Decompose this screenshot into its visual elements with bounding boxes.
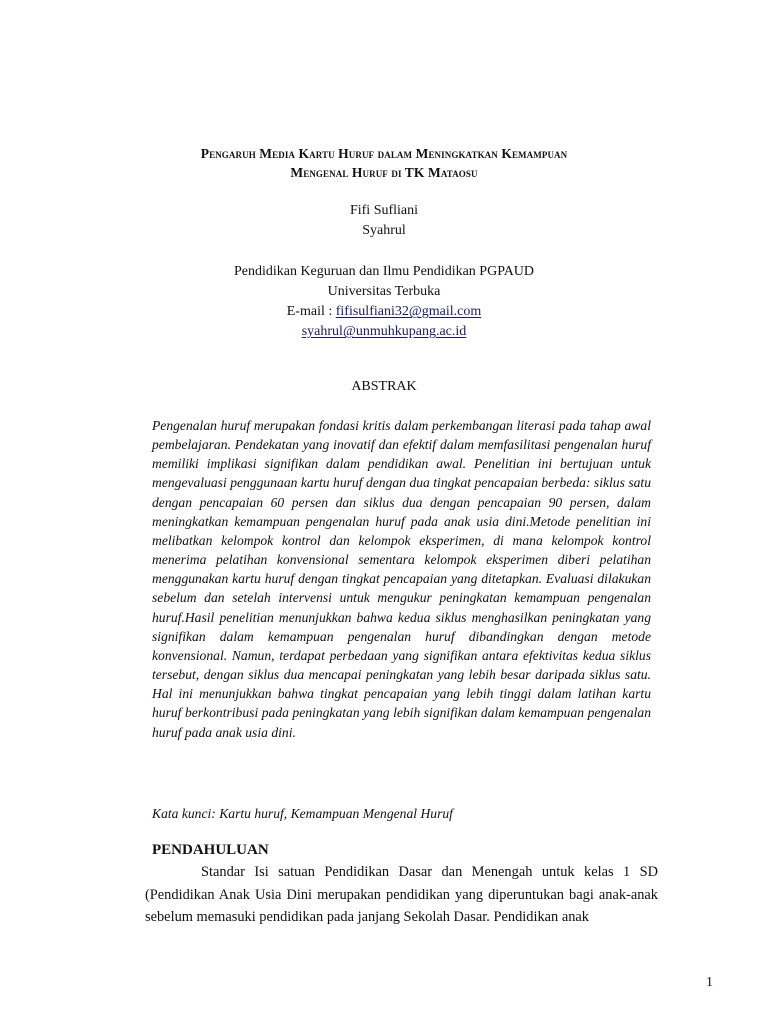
email-line-2: [0, 322, 768, 342]
page-number: 1: [706, 975, 713, 990]
paper-title: [0, 144, 768, 182]
email-link-1[interactable]: fifisulfiani32@gmail.com: [335, 304, 482, 319]
email-label: E-mail :: [286, 304, 336, 319]
section-heading-introduction: PENDAHULUAN: [152, 842, 269, 858]
abstract-text: Pengenalan huruf merupakan fondasi kritis dalam perkembangan literasi pada tahap awal pembelajaran. Pendekatan yang inovatif dan efektif dalam memfasilitasi pengenalan huruf memiliki implikasi signifikan dalam pendidikan awal. Penelitian ini bertujuan untuk mengevaluasi penggunaan kartu huruf dengan dua tingkat pencapaian berbeda: siklus satu dengan pencapaian 60 persen dan siklus dua dengan pencapaian 90 persen, dalam meningkatkan kemampuan pengenalan huruf pada anak usia dini.Metode penelitian ini melibatkan kelompok kontrol dan kelompok eksperimen, di mana kelompok kontrol menerima pelatihan konvensional sementara kelompok eksperimen diberi pelatihan menggunakan kartu huruf dengan tingkat pencapaian yang ditetapkan. Evaluasi dilakukan sebelum dan setelah intervensi untuk mengukur peningkatan kemampuan pengenalan huruf.Hasil penelitian menunjukkan bahwa kedua siklus menghasilkan peningkatan yang signifikan dalam kemampuan pengenalan huruf dibandingkan dengan metode konvensional. Namun, terdapat perbedaan yang signifikan antara efektivitas kedua siklus tersebut, dengan siklus dua mencapai peningkatan yang lebih besar daripada siklus satu. Hal ini menunjukkan bahwa tingkat pencapaian yang lebih tinggi dalam latihan kartu huruf berkontribusi pada peningkatan yang lebih signifikan dalam kemampuan pengenalan huruf pada anak usia dini.: [152, 418, 651, 740]
email-link-2[interactable]: syahrul@unmuhkupang.ac.id: [301, 324, 467, 339]
keywords: Kata kunci: Kartu huruf, Kemampuan Mengenal Huruf: [152, 806, 453, 821]
introduction-paragraph: Standar Isi satuan Pendidikan Dasar dan Menengah untuk kelas 1 SD (Pendidikan Anak Usia Dini merupakan pendidikan yang diperuntukan bagi anak-anak sebelum memasuki pendidikan pada janjang Sekolah Dasar. Pendidikan anak: [145, 864, 658, 925]
university: Universitas Terbuka: [327, 284, 441, 299]
author-name: Syahrul: [362, 223, 406, 238]
author-list: [0, 201, 768, 241]
department: Pendidikan Keguruan dan Ilmu Pendidikan PGPAUD: [233, 264, 535, 279]
title-line-2: Mengenal Huruf di TK Mataosu: [290, 165, 478, 180]
affiliation-block: [0, 262, 768, 342]
title-line-1: Pengaruh Media Kartu Huruf dalam Meningkatkan Kemampuan: [200, 146, 568, 161]
abstract-heading: ABSTRAK: [351, 379, 417, 394]
email-line: [0, 302, 768, 322]
author-name: Fifi Sufliani: [349, 203, 419, 218]
